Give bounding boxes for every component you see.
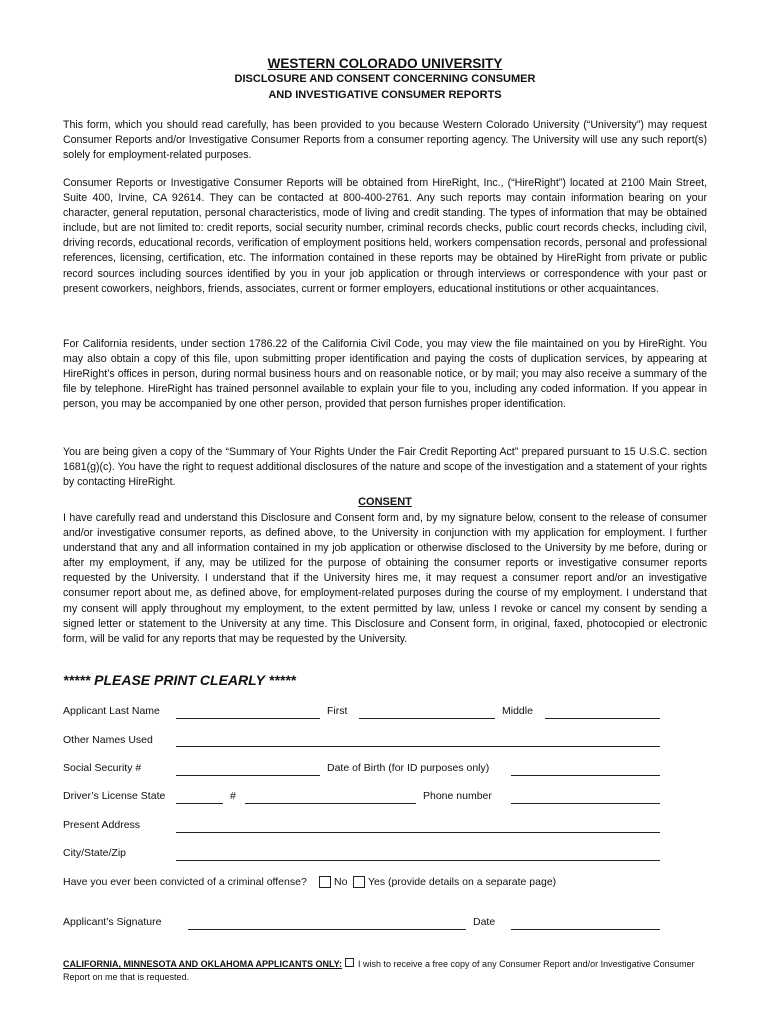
dob-field[interactable]: [511, 775, 660, 776]
university-title: WESTERN COLORADO UNIVERSITY: [267, 56, 503, 71]
last-name-field[interactable]: [176, 718, 320, 719]
other-names-field[interactable]: [176, 746, 660, 747]
city-label: City/State/Zip: [63, 847, 127, 859]
footer-text: I wish to receive a free copy of any Consumer Report and/or Investigative Consumer Report on me that is requested.: [63, 959, 695, 982]
dl-state-field[interactable]: [176, 803, 223, 804]
free-copy-checkbox[interactable]: [345, 958, 354, 967]
consent-heading: CONSENT: [358, 496, 412, 508]
fcra-paragraph: You are being given a copy of the “Summary of Your Rights Under the Fair Credit Reporting Act” prepared pursuant to 15 U.S.C. section 1681(g)(c). You have the right to request additional disclosures of the nature and scope of the investigation and a statement of your rights by contacting HireRight.: [63, 446, 707, 489]
no-checkbox[interactable]: [319, 876, 331, 888]
signature-label: Applicant’s Signature: [63, 916, 162, 928]
ssn-label: Social Security #: [63, 762, 142, 774]
dl-state-label: Driver’s License State: [63, 790, 166, 802]
date-label: Date: [473, 916, 496, 928]
california-paragraph: For California residents, under section 1786.22 of the California Civil Code, you may view the file maintained on you by HireRight. You may also obtain a copy of this file, upon submitting proper identification and paying the costs of duplication services, by appearing at HireRight’s offices in person, during normal business hours and on reasonable notice, or by mail; you may also receive a summary of the file by telephone. HireRight has trained personnel available to explain your file to you, including any coded information. If you appear in person, you may be accompanied by one other person, provided that person furnishes proper identification.: [63, 338, 707, 411]
phone-label: Phone number: [423, 790, 492, 802]
form-subtitle-line1: DISCLOSURE AND CONSENT CONCERNING CONSUMER: [234, 73, 536, 85]
footer-note: [63, 958, 713, 984]
form-subtitle-line2: AND INVESTIGATIVE CONSUMER REPORTS: [268, 89, 502, 101]
dob-label: Date of Birth (for ID purposes only): [327, 762, 490, 774]
date-field[interactable]: [511, 929, 660, 930]
last-name-label: Applicant Last Name: [63, 705, 160, 717]
intro-paragraph: This form, which you should read carefully, has been provided to you because Western Colorado University (“University”) may request Consumer Reports and/or Investigative Consumer Reports from a consumer reporting agency. The University will use any such report(s) solely for employment-related purposes.: [63, 119, 707, 162]
yes-label: Yes (provide details on a separate page): [368, 876, 557, 888]
criminal-question: Have you ever been convicted of a criminal offense?: [63, 876, 307, 888]
signature-field[interactable]: [188, 929, 466, 930]
city-field[interactable]: [176, 860, 660, 861]
print-clearly-heading: ***** PLEASE PRINT CLEARLY *****: [63, 672, 296, 688]
phone-field[interactable]: [511, 803, 660, 804]
dl-number-field[interactable]: [245, 803, 416, 804]
middle-name-field[interactable]: [545, 718, 660, 719]
yes-checkbox[interactable]: [353, 876, 365, 888]
middle-name-label: Middle: [502, 705, 533, 717]
address-field[interactable]: [176, 832, 660, 833]
other-names-label: Other Names Used: [63, 734, 153, 746]
ssn-field[interactable]: [176, 775, 320, 776]
no-label: No: [334, 876, 348, 888]
consent-paragraph: I have carefully read and understand this Disclosure and Consent form and, by my signature below, consent to the release of consumer and/or investigative consumer reports, as defined above, to the University in conjunction with my application for employment. I further understand that any and all information contained in my job application or otherwise disclosed to the University by me before, during or after my employment, if any, may be utilized for the purpose of obtaining the consumer reports or investigative consumer reports requested by the University. I understand that if the University hires me, it may request a consumer report and/or an investigative consumer report about me, as defined above, for employment-related purposes during the course of my employment. I understand that my consent will apply throughout my employment, to the extent permitted by law, unless I revoke or cancel my consent by sending a signed letter or statement to the University at any time. This Disclosure and Consent form, in original, faxed, photocopied or electronic form, will be valid for any reports that may be requested by the University.: [63, 512, 707, 645]
hireright-paragraph: Consumer Reports or Investigative Consumer Reports will be obtained from HireRight, Inc., (“HireRight”) located at 2100 Main Street, Suite 400, Irvine, CA 92614. They can be contacted at 800-400-2761. Any such reports may contain information bearing on your character, general reputation, personal characteristics, mode of living and credit standing. The types of information that may be obtained include, but are not limited to: credit reports, social security number, criminal records checks, public court records checks, including civil, driving records, educational records, verification of employment positions held, workers compensation records, personal and professional references, licensing, certification, etc. The information contained in these reports may be obtained by HireRight from private or public record sources including sources identified by you in your job application or through interviews or correspondence with your past or present coworkers, neighbors, friends, associates, current or former employers, educational institutions or other acquaintances.: [63, 177, 707, 295]
dl-number-label: #: [230, 790, 236, 802]
first-name-label: First: [327, 705, 348, 717]
first-name-field[interactable]: [359, 718, 495, 719]
footer-states-label: CALIFORNIA, MINNESOTA AND OKLAHOMA APPLICANTS ONLY:: [63, 959, 342, 969]
address-label: Present Address: [63, 819, 141, 831]
